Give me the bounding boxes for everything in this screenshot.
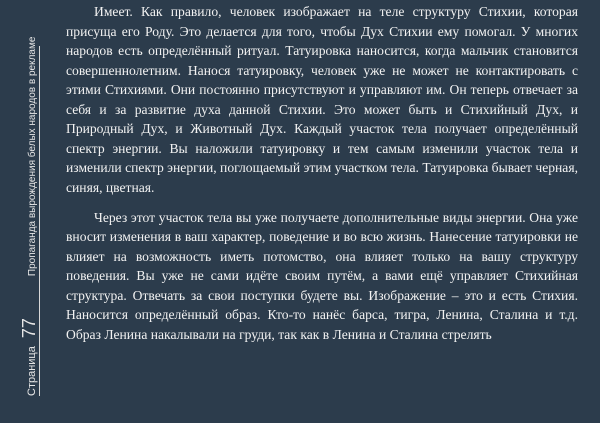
page-label: Страница [26,346,38,396]
body-text [66,2,578,344]
sidebar-vertical-text [20,37,38,396]
sidebar-divider [39,46,40,396]
page-sidebar [0,0,44,423]
page-number: 77 [19,318,39,339]
paragraph: Имеет. Как правило, человек изображает на теле структуру Стихии, которая присуща его Роду. Это делается для того, чтобы Дух Стихии ему помогал. У многих народов есть определённый ритуал. Татуировка наносится, когда мальчик становится совершеннолетним. Нанося татуировку, человек уже не может не контактировать с этими Стихиями. Они постоянно присутствуют и управляют им. Он теперь отвечает за себя и за развитие духа данной Стихии. Это может быть и Стихийный Дух, и Природный Дух, и Животный Дух. Каждый участок тела получает определённый спектр энергии. Вы наложили татуировку и тем самым изменили участок тела и изменили спектр энергии, поглощаемый этим участком тела. Татуировка бывает черная, синяя, цветная. [66,4,578,195]
paragraph: Через этот участок тела вы уже получаете дополнительные виды энергии. Она уже вносит изменения в ваш характер, поведение и во всю жизнь. Нанесение татуировки не влияет на возможность иметь потомство, она влияет только на вашу структуру поведения. Вы уже не сами идёте своим путём, а вами ещё управляет Стихийная структура. Отвечать за свои поступки будете вы. Изображение – это и есть Стихия. Наносится определённый образ. Кто-то нанёс барса, тигра, Ленина, Сталина и т.д. Образ Ленина накалывали на груди, так как в Ленина и Сталина стрелять [66,209,578,342]
running-title: Пропаганда вырождения белых народов в рекламе [27,36,38,277]
